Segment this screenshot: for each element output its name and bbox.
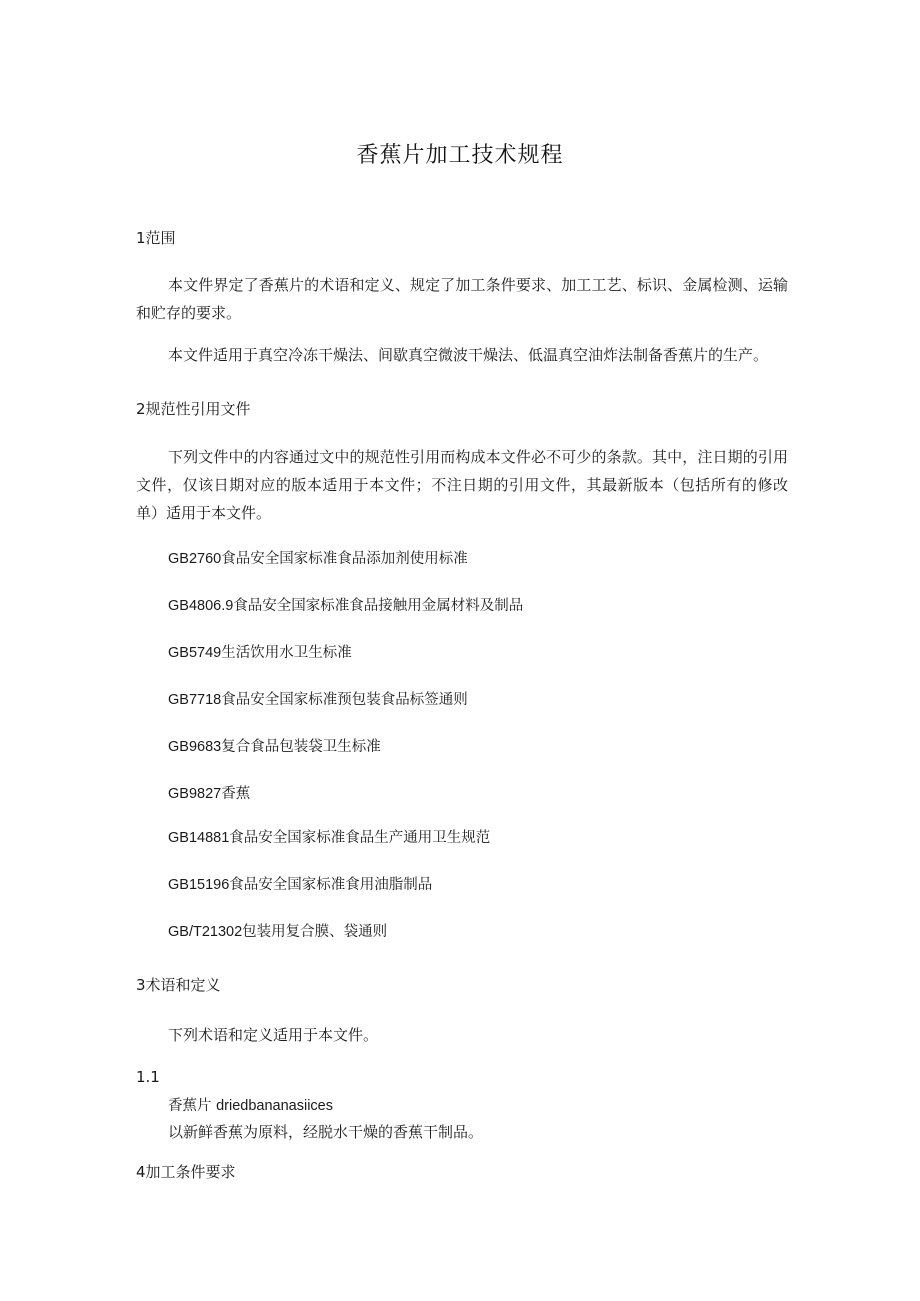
reference-item [168,920,387,941]
reference-item [168,594,523,615]
reference-item [168,873,432,894]
reference-title: 复合食品包装袋卫生标准 [221,739,381,755]
reference-title: 食品安全国家标准食品生产通用卫生规范 [229,830,491,846]
reference-item [168,688,468,709]
reference-code: GB7718 [168,692,222,708]
reference-item [168,735,381,756]
reference-code: GB2760 [168,551,222,567]
reference-item [168,826,490,847]
term-entry [168,1094,333,1115]
reference-title: 生活饮用水卫生标准 [221,645,352,661]
term-english: driedbananasiices [216,1098,333,1114]
term-chinese: 香蕉片 [168,1098,212,1114]
document-title: 香蕉片加工技术规程 [356,143,564,168]
reference-code: GB5749 [168,645,222,661]
section-1-paragraph-2: 本文件适用于真空冷冻干燥法、间歇真空微波干燥法、低温真空油炸法制备香蕉片的生产。 [168,346,769,364]
reference-item [168,641,352,662]
reference-code: GB15196 [168,877,230,893]
reference-title: 食品安全国家标准预包装食品标签通则 [221,692,468,708]
reference-code: GB14881 [168,830,230,846]
reference-title: 食品安全国家标准食品接触用金属材料及制品 [233,598,524,614]
reference-code: GB/T21302 [168,924,243,940]
section-2-intro: 下列文件中的内容通过文中的规范性引用而构成本文件必不可少的条款。其中，注日期的引用文件，仅该日期对应的版本适用于本文件；不注日期的引用文件，其最新版本（包括所有的修改单）适用于本文件。 [136,448,788,522]
term-definition: 以新鲜香蕉为原料，经脱水干燥的香蕉干制品。 [168,1123,484,1141]
reference-title: 香蕉 [221,786,251,802]
section-1-heading: 1范围 [136,229,176,247]
term-number: 1.1 [136,1068,160,1086]
section-2-heading: 2规范性引用文件 [136,400,251,418]
section-4-heading: 4加工条件要求 [136,1163,236,1181]
reference-code: GB9683 [168,739,222,755]
reference-title: 包装用复合膜、袋通则 [242,924,388,940]
section-1-paragraph-1: 本文件界定了香蕉片的术语和定义、规定了加工条件要求、加工工艺、标识、金属检测、运输和贮存的要求。 [136,276,788,322]
section-3-intro: 下列术语和定义适用于本文件。 [168,1026,379,1044]
reference-item [168,547,468,568]
reference-title: 食品安全国家标准食用油脂制品 [229,877,433,893]
section-3-heading: 3术语和定义 [136,976,221,994]
reference-code: GB4806.9 [168,598,234,614]
reference-code: GB9827 [168,786,222,802]
reference-item [168,782,250,803]
reference-title: 食品安全国家标准食品添加剂使用标准 [221,551,468,567]
